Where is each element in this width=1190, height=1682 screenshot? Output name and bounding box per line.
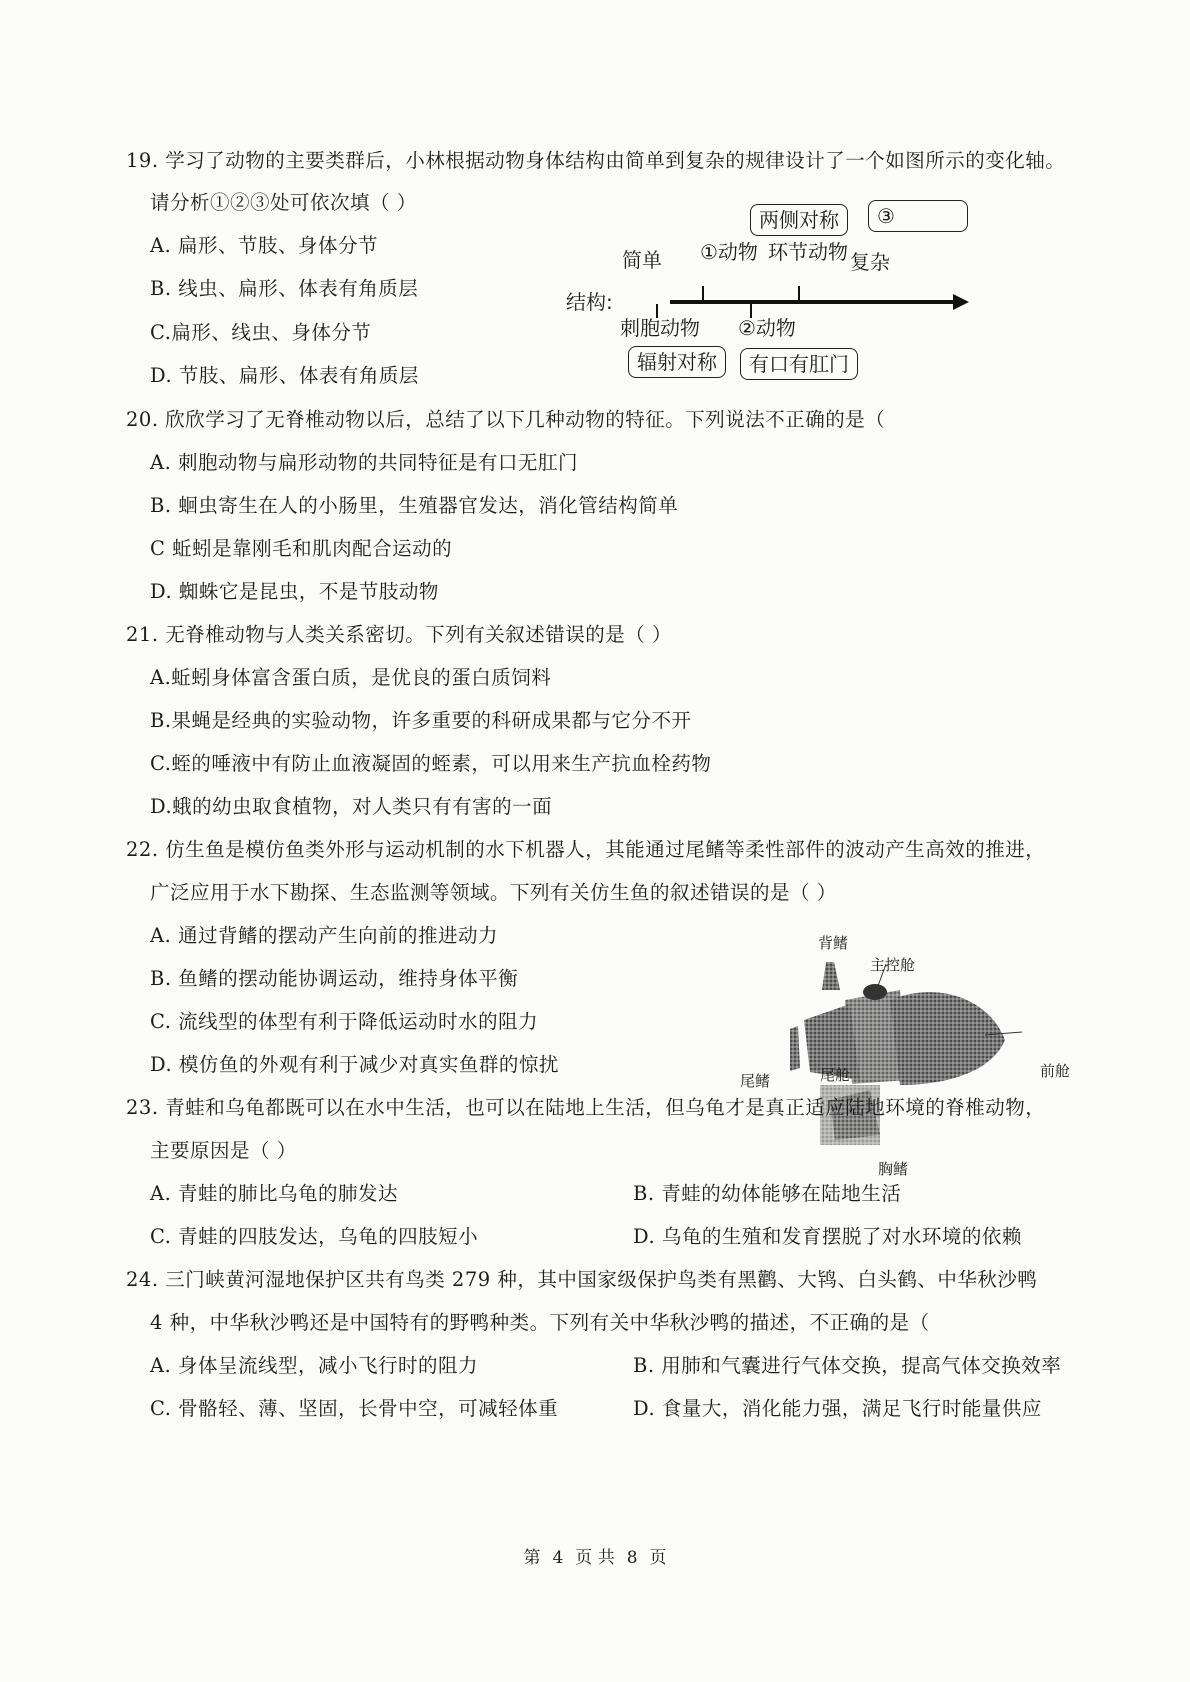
q24-option-b: B. 用肺和气囊进行气体交换，提高气体交换效率 (633, 1354, 1062, 1377)
page-footer (0, 1546, 1190, 1570)
radial-symmetry-box: 辐射对称 (628, 346, 726, 378)
q19-option-d: D. 节肢、扁形、体表有角质层 (150, 364, 419, 387)
label-main-cabin: 主控舱 (870, 956, 916, 974)
axis-arrow-icon (953, 294, 969, 310)
label-front-cabin: 前舱 (1040, 1062, 1071, 1080)
q21-option-b: B.果蝇是经典的实验动物，许多重要的科研成果都与它分不开 (150, 709, 692, 732)
q24-option-a: A. 身体呈流线型，减小飞行时的阻力 (150, 1354, 478, 1377)
q19-stem-line1: 19. 学习了动物的主要类群后，小林根据动物身体结构由简单到复杂的规律设计了一个如图所示的变化轴。 (126, 149, 1066, 172)
bionic-fish-figure (740, 934, 1080, 1178)
q23-option-a: A. 青蛙的肺比乌龟的肺发达 (150, 1182, 398, 1205)
q23-stem-line2: 主要原因是（ ） (150, 1139, 297, 1162)
q24-stem-line2: 4 种，中华秋沙鸭还是中国特有的野鸭种类。下列有关中华秋沙鸭的描述，不正确的是（ (150, 1311, 930, 1334)
label-structure: 结构: (566, 290, 613, 314)
label-pectoral-fin: 胸鳍 (878, 1160, 909, 1178)
label-animal-2: ②动物 (738, 316, 796, 340)
bionic-fish-illustration (790, 960, 1080, 1170)
q20-option-d: D. 蜘蛛它是昆虫，不是节肢动物 (150, 580, 439, 603)
label-annelid: 环节动物 (768, 240, 848, 264)
q21-stem: 21. 无脊椎动物与人类关系密切。下列有关叙述错误的是（ ） (126, 623, 672, 646)
structure-axis-diagram (566, 204, 970, 404)
label-dorsal-fin: 背鳍 (818, 934, 849, 952)
q22-stem-line1: 22. 仿生鱼是模仿鱼类外形与运动机制的水下机器人，其能通过尾鳍等柔性部件的波动产生高效的推进， (126, 838, 1046, 861)
q23-stem-line1: 23. 青蛙和乌龟都既可以在水中生活，也可以在陆地上生活，但乌龟才是真正适应陆地环境的脊椎动物， (126, 1096, 1046, 1119)
q22-stem-line2: 广泛应用于水下勘探、生态监测等领域。下列有关仿生鱼的叙述错误的是（ ） (150, 881, 837, 904)
footer-suffix: 页 (649, 1548, 667, 1568)
tick-annelid (798, 286, 800, 300)
q23-option-d: D. 乌龟的生殖和发育摆脱了对水环境的依赖 (633, 1225, 1022, 1248)
q20-option-c: C 蚯蚓是靠刚毛和肌肉配合运动的 (150, 537, 453, 560)
tick-animal-1 (702, 286, 704, 300)
q19-stem-line2: 请分析①②③处可依次填（ ） (150, 191, 417, 214)
q23-option-c: C. 青蛙的四肢发达，乌龟的四肢短小 (150, 1225, 479, 1248)
label-complex: 复杂 (850, 250, 890, 274)
blank-3-box: ③ (868, 200, 968, 232)
footer-prefix: 第 (523, 1548, 541, 1568)
q21-option-a: A.蚯蚓身体富含蛋白质，是优良的蛋白质饲料 (150, 666, 552, 689)
axis-bar (670, 300, 955, 304)
q24-stem-line1: 24. 三门峡黄河湿地保护区共有鸟类 279 种，其中国家级保护鸟类有黑鹳、大鸨、白头鹤、中华秋沙鸭 (126, 1268, 1038, 1291)
label-simple: 简单 (622, 248, 662, 272)
q20-option-a: A. 刺胞动物与扁形动物的共同特征是有口无肛门 (150, 451, 578, 474)
footer-page-number: 4 (552, 1548, 564, 1568)
q19-option-b: B. 线虫、扁形、体表有角质层 (150, 277, 419, 300)
q22-option-b: B. 鱼鳍的摆动能协调运动，维持身体平衡 (150, 967, 519, 990)
q22-option-a: A. 通过背鳍的摆动产生向前的推进动力 (150, 924, 498, 947)
bilateral-symmetry-box: 两侧对称 (750, 204, 848, 236)
footer-middle: 页 共 (575, 1548, 615, 1568)
q22-option-d: D. 模仿鱼的外观有利于减少对真实鱼群的惊扰 (150, 1053, 559, 1076)
footer-total-pages: 8 (626, 1548, 638, 1568)
label-tail-cabin: 尾舱 (820, 1066, 851, 1084)
q19-option-a: A. 扁形、节肢、身体分节 (150, 234, 378, 257)
q21-option-c: C.蛭的唾液中有防止血液凝固的蛭素，可以用来生产抗血栓药物 (150, 752, 712, 775)
q22-option-c: C. 流线型的体型有利于降低运动时水的阻力 (150, 1010, 539, 1033)
q21-option-d: D.蛾的幼虫取食植物，对人类只有有害的一面 (150, 795, 553, 818)
q20-stem: 20. 欣欣学习了无脊椎动物以后，总结了以下几种动物的特征。下列说法不正确的是（ (126, 408, 886, 431)
label-cnidaria: 刺胞动物 (620, 316, 700, 340)
label-tail-fin: 尾鳍 (740, 1072, 771, 1090)
q24-option-c: C. 骨骼轻、薄、坚固，长骨中空，可减轻体重 (150, 1397, 559, 1420)
label-animal-1: ①动物 (700, 240, 758, 264)
q23-option-b: B. 青蛙的幼体能够在陆地生活 (633, 1182, 902, 1205)
q19-option-c: C.扁形、线虫、身体分节 (150, 321, 372, 344)
q20-option-b: B. 蛔虫寄生在人的小肠里，生殖器官发达，消化管结构简单 (150, 494, 679, 517)
mouth-anus-box: 有口有肛门 (740, 348, 858, 380)
q24-option-d: D. 食量大，消化能力强，满足飞行时能量供应 (633, 1397, 1042, 1420)
